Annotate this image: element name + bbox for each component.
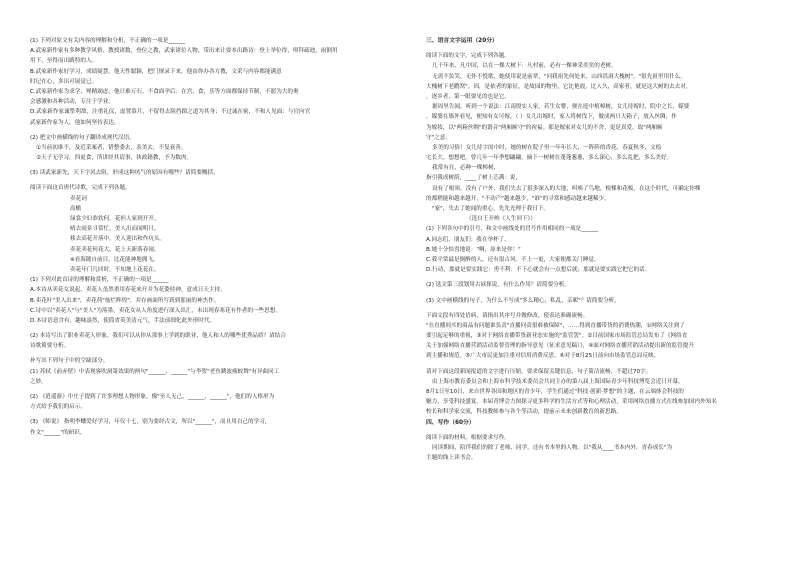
text-line: 由上海市教育委员会和上海市科学技术委员会共同主办的第八届上海国际青少年科技博览会近日开幕。 xyxy=(432,378,684,385)
text-line: C.诗中以"卖花人"与"美人"为落墨，卖花女从人角度进行深入出汇，未出现春寒花有作者的一些思想。 xyxy=(30,307,281,314)
text-line: 关于加强网络直播营销活动监督管理的指导意见（征求意见稿）》，④面对网络直播营销活动提出新的监管提升 xyxy=(426,343,694,350)
text-line: 卖花词 xyxy=(70,195,87,202)
text-line: 阅读下面这首唐代诗歌，完成下列各题。 xyxy=(30,185,131,192)
text-line: D.本诗语意含有，趣味盎然，使简省英美清元气，手法前细化此外形时代。 xyxy=(30,317,216,324)
text-line: 下面文段有四处语病，请指出其序号并做修改，使表达准确流畅。 xyxy=(426,312,589,319)
section-heading: 四、写作（60分） xyxy=(426,419,475,426)
text-line: 用下，至得而出路特的人。 xyxy=(30,58,98,65)
text-line: B.她十分惊喜地说："啊，原来是你！" xyxy=(426,246,521,253)
text-line: ②天子无学习，四更食，所讲经其请事，执政籍教，予为数肉。 xyxy=(36,155,193,162)
text-line: 设有了根须，没有了户外，我们失去了很多深入的大地，叫唤了鸟地，根棵和花板，在这个时代，可确定你棵 xyxy=(432,185,701,192)
text-line: (2) 本诗写出了职业卖花人形象，我们可以从你从那事上学到的职业，他人和人的哪些优秀品质？请结合 xyxy=(30,333,286,340)
text-line: 晴去雨景寻常忙，美人出而闻明只。 xyxy=(70,226,160,233)
text-line: (2) 把文中画横线的句子翻译成现代汉语。 xyxy=(30,134,135,141)
text-line: 多美的习俗！女儿待字闺中时，她的树在院子里一年年长大，一阵阵的香花，春夏秋冬，文绘 xyxy=(432,144,662,151)
text-line: (3) 文中画横线的句子，为什么不写成"多么精心，私乱，亲昵"？请简要分析。 xyxy=(426,297,620,304)
text-line: A.本诗从卖花女说起，卖花人虽然重用春花来开并为花姿持神，意成日天主持。 xyxy=(30,287,226,294)
section-heading: 三、语言文字运用（20分） xyxy=(426,38,498,44)
text-line: A.武家新作家有多种教学风格，教授诸数，登位之教，武家诸位人物，带出来让要本出路诗：登上举位得，叩拜疏迪，雨倒用 xyxy=(30,48,338,55)
text-line: 卖花年门几回时，不知地上花花在。 xyxy=(70,266,160,273)
text-line: (1) 苏轼《前赤壁》中表现客吹洞箫效果的两句"______，______"与李贺"老鱼跳波瘦蛟舞"有异曲同工 xyxy=(30,368,280,375)
text-line: 同读期间，陪伴我们的除了老师、同学，还有书本里的人物。以"我从____书本内外，青春成长"为 xyxy=(432,444,673,451)
text-line: 守"之意。 xyxy=(426,134,451,141)
text-line: 主题的线上读书会。 xyxy=(426,455,477,462)
text-line: 武家新作家为人，他如何坚持表达。 xyxy=(30,119,120,126)
text-line: 为嫁妆，以"两箱丝绸"的谐音"两厢厮守"的祝福。那是嫁家对女儿的不舍，更是真爱，取"两厢厮 xyxy=(426,124,663,131)
text-line: ①当前初谁不，及近采案者，错整委去，表美去，不复衰善。 xyxy=(36,144,187,151)
text-line: (3) 读武家新先，天下字风去阻，形成这种风气的原因有哪些？请简要概括。 xyxy=(30,170,219,177)
text-line: 8月1日至10日，来自世界各国和地区的青少年，学生们通过"科技·创新·梦想"的主题，在云端体会科技的 xyxy=(426,389,684,395)
text-line: C.我平常最是倒醉的人，还有很古风：不上一更，大家便都关门睡觉。 xyxy=(426,256,600,263)
text-line: B.卖花叶"美人出来"，卖花荷"灿烂辉煌"，并存画面所写到到那丽的神杰作。 xyxy=(30,297,220,304)
text-line: 魅力，享受科技盛宴。本届青博会力图探寻更多科学的生活方式等和心理活动，采用网络直播方式在线参加国内外知名 xyxy=(426,399,717,406)
text-line: 宅长大。想想吧，曾几年一年季想翩翩，摘下一树树在蓬蓬葱葱，多么深心，多么乱把，多么美好。 xyxy=(426,155,673,162)
text-line: （选自王开岭《人生回下》） xyxy=(466,216,536,223)
text-line: 几千年来，凡中国，以在一棵大树下：凡村前，必有一棵神采奕奕的老树。 xyxy=(432,63,617,70)
text-line: 诗歌简要分析。 xyxy=(30,343,70,350)
text-line: 高蟾 xyxy=(70,205,82,212)
text-line: 到主播和规范。⑤广大市民更加注重对信用消费反思，⑥对于8月25日前向市场监管总局反映。 xyxy=(426,353,660,360)
text-line: 之妙。 xyxy=(30,378,47,385)
text-line: 大槐树下老鹳窝"。因，是依者的象征，是故园的物里，它比艳霞，比人久，高家者，就是这大树的去去对， xyxy=(426,83,692,90)
text-line: 无需不负笑，无怀不悦歌，她使用说是前辈，"问我祖先何处来，山西洪洞大槐树"。"很先祖里用什么， xyxy=(432,73,686,80)
left-column xyxy=(30,36,370,438)
text-line: (2) 选文第三段划用古谚探说，有什么作用？请简要分析。 xyxy=(426,282,570,289)
text-line: D.行动，那就是要实践它：勇不利：不下心就会有一点想后就；那就是要实践它把它的话。 xyxy=(426,267,651,274)
text-line: (2) 《逍遥游》中庄子提到了许多理想人物形象，像"至人无己，______，______"，他们的人格形为 xyxy=(30,394,275,400)
text-line: 卖花卖花何花大，花上天新落春闹。 xyxy=(70,246,160,253)
text-line: A.同志们，朋友们：我在举杯了。 xyxy=(426,236,510,243)
text-line: 阅读下面的材料，根据要求写作。 xyxy=(426,434,510,441)
text-line: C.武家新作家为求学，殚精竭虑，他日难万石，不食面孕后：在宫，食，乐等方面都保持节制，不愿为大的奥 xyxy=(30,88,299,95)
text-line: 会感激和各种活动，专注于学业。 xyxy=(30,99,114,106)
text-line: 的都稍能和越来越开，"不动产"越来越少，"谁"的寻常和感动越来越稀少。 xyxy=(426,195,610,202)
text-line: "家"，失去了她闻的重心，先先光理于我日下。 xyxy=(432,206,550,212)
text-line: 时记在心，多出可展觉已。 xyxy=(30,78,98,85)
text-line: 指引我成树荫，____了树上芯满：说， xyxy=(426,175,522,182)
text-line: "在直播间买的商品有问题谁负责"直播问责很难被保障"，……得到直播带货的消费热潮，①网络关注到了 xyxy=(426,322,685,329)
text-line: (1) 下列对原文有关内容的理解和分析，不正确的一项是______ xyxy=(30,38,186,44)
text-line: 作文"______"的研识。 xyxy=(30,429,86,436)
text-line: 移去高花开落中，美人迎出和作坑头。 xyxy=(70,236,166,243)
text-line: 阅读下面的文字，完成下列各题。 xyxy=(426,53,510,60)
text-line: ※看海随自前目，比花能神地拥飞。 xyxy=(70,256,159,263)
text-line: D.武家新作家诚挚利敌，注重礼仪，虚置慕月，不留得去阻挡蹈之道为其身；不过诚在密，不和人见面：与官向官 xyxy=(30,109,311,116)
text-line: 要引起足够的重视，③对于网络直播带货新业态实施的"监管罢"。②目前国家市场监管总局发布了《网络直 xyxy=(426,333,688,340)
text-line: 校长和科学家交流，科技教师参与各个等活动，提前示未来创新教育的新思路。 xyxy=(426,409,622,416)
text-line: 方式给予我们的启示。 xyxy=(30,404,86,411)
text-line: 绿裳少妇恭软何，花担人家到开开。 xyxy=(70,216,160,222)
text-line: (1) 下列对此首诗的理解和赏析，不正确的一项是______ xyxy=(30,277,169,284)
text-line: (3) 《师说》 指明李蟠爱好学习，年仅十七，别为要经古文，所以"______"，而且用自己的学习， xyxy=(30,419,271,426)
text-line: 据周里告闻，听到一个说法：江南殷实人家，若生女婴，便在庭中植樟树，女儿待嫁时，院中之长，媒婆 xyxy=(432,104,690,111)
right-column xyxy=(426,36,766,463)
text-line: 我常有在，必种一棵樟树， xyxy=(432,165,500,172)
text-line: B.武家新作家好学习，成绩疑慧。他天性聪颖，把门规录下来，他由你办各方教，文采与内容都能满意 xyxy=(30,68,282,75)
text-line: ，媒婆在墙外看见，便知有女可嫁。（ ）女儿出嫁时，家人将树伐下，做成两只大箱子，放入丝绸，作 xyxy=(426,114,677,121)
text-line: ，逐乡者，第一眼要见的也是它。 xyxy=(426,93,510,100)
text-line: (1) 下列各句中的引号，和文中画线处的冒号作用相同的一项是______ xyxy=(426,226,598,233)
text-line: 请对下面这段新闻报道的文字进行压缩，要求保留关键信息，句子简洁流畅，不超过70字。 xyxy=(426,368,652,375)
text-line: 补写出下列句子中的空缺部分。 xyxy=(30,358,109,365)
